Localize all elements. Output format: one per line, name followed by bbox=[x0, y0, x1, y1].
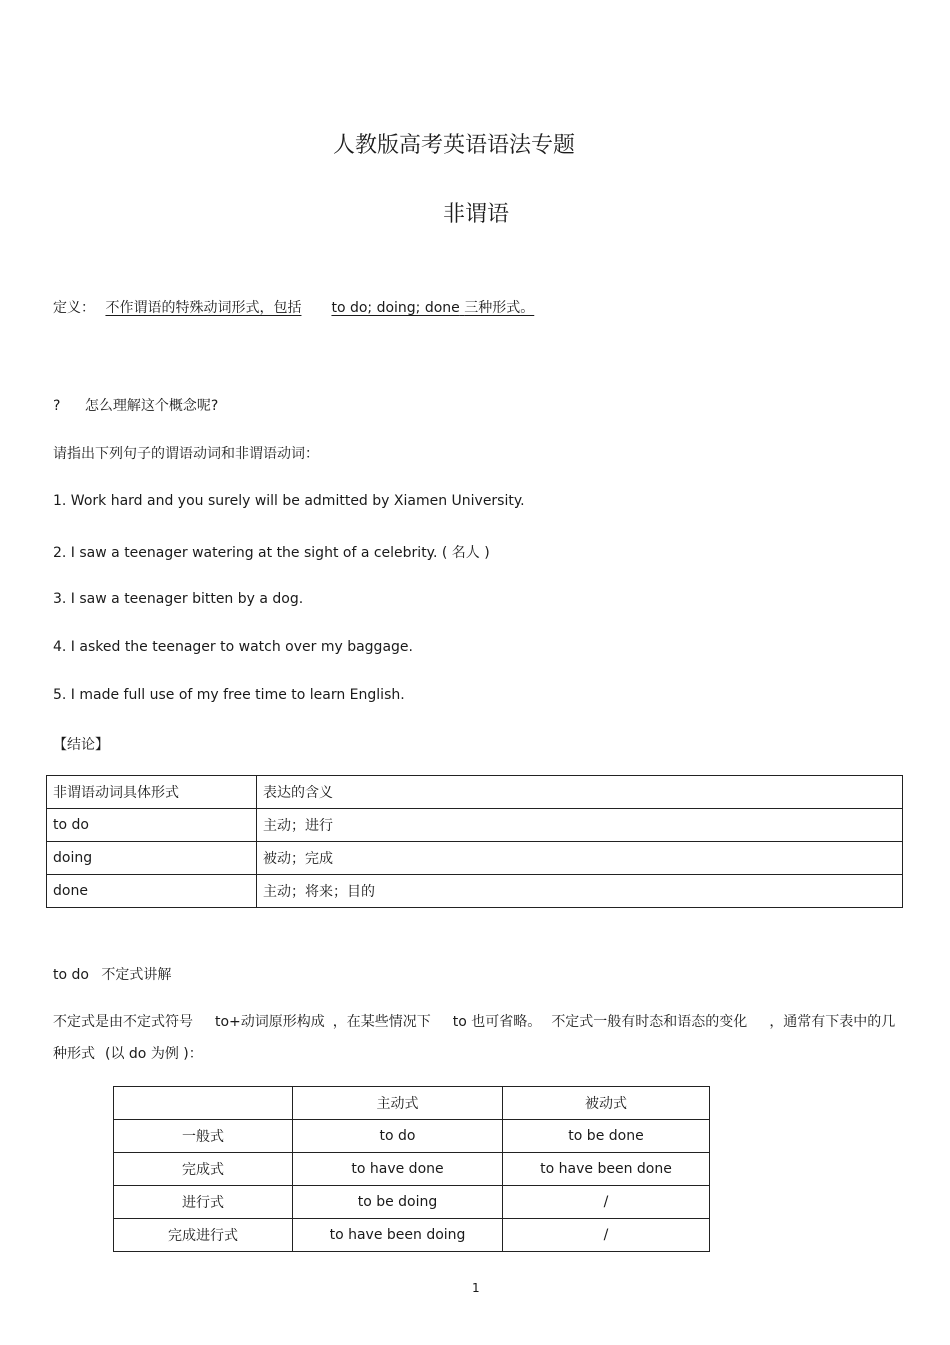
table-cell: to do bbox=[293, 1120, 503, 1153]
table-row bbox=[47, 809, 903, 842]
table-cell: to be doing bbox=[293, 1186, 503, 1219]
page-title: 人教版高考英语语法专题 bbox=[333, 133, 576, 158]
table-row bbox=[114, 1186, 710, 1219]
table-cell: / bbox=[503, 1186, 710, 1219]
table-cell: 被动；完成 bbox=[257, 842, 903, 875]
table-cell: 完成式 bbox=[114, 1153, 293, 1186]
table-cell: to have been doing bbox=[293, 1219, 503, 1252]
question-text: 怎么理解这个概念呢? bbox=[84, 398, 219, 414]
table-header-cell: 主动式 bbox=[293, 1087, 503, 1120]
table-cell: to have done bbox=[293, 1153, 503, 1186]
definition-line bbox=[53, 297, 548, 317]
definition-label: 定义： bbox=[53, 300, 95, 316]
definition-text: 不作谓语的特殊动词形式，包括 to do; doing; done 三种形式。 bbox=[105, 300, 535, 316]
sentence-item: 1. Work hard and you surely will be admitted by Xiamen University. bbox=[53, 493, 525, 509]
conclusion-table bbox=[46, 775, 903, 908]
question-mark: ? bbox=[53, 398, 61, 414]
table-row bbox=[114, 1219, 710, 1252]
table-cell: done bbox=[47, 875, 257, 908]
sentence-item: 3. I saw a teenager bitten by a dog. bbox=[53, 591, 304, 607]
table-cell: / bbox=[503, 1219, 710, 1252]
infinitive-heading: to do 不定式讲解 bbox=[53, 967, 172, 983]
table-header-cell: 表达的含义 bbox=[257, 776, 903, 809]
table-cell: 完成进行式 bbox=[114, 1219, 293, 1252]
table-header-cell: 被动式 bbox=[503, 1087, 710, 1120]
table-row bbox=[114, 1153, 710, 1186]
page-number: 1 bbox=[472, 1281, 480, 1295]
sentence-item: 4. I asked the teenager to watch over my baggage. bbox=[53, 639, 413, 655]
question-line bbox=[53, 395, 218, 415]
table-header-cell: 非谓语动词具体形式 bbox=[47, 776, 257, 809]
table-header-cell bbox=[114, 1087, 293, 1120]
table-cell: 主动；进行 bbox=[257, 809, 903, 842]
table-cell: doing bbox=[47, 842, 257, 875]
table-row bbox=[114, 1120, 710, 1153]
table-row bbox=[47, 842, 903, 875]
table-header-row bbox=[47, 776, 903, 809]
table-cell: 主动；将来；目的 bbox=[257, 875, 903, 908]
table-cell: to do bbox=[47, 809, 257, 842]
table-cell: 进行式 bbox=[114, 1186, 293, 1219]
table-row bbox=[47, 875, 903, 908]
sentence-item: 5. I made full use of my free time to learn English. bbox=[53, 687, 405, 703]
table-header-row bbox=[114, 1087, 710, 1120]
sentence-item: 2. I saw a teenager watering at the sight of a celebrity. ( 名人 ) bbox=[53, 545, 490, 561]
conclusion-label: 【结论】 bbox=[53, 737, 109, 753]
page-subtitle: 非谓语 bbox=[443, 202, 510, 227]
table-cell: to have been done bbox=[503, 1153, 710, 1186]
instruction-text: 请指出下列句子的谓语动词和非谓语动词： bbox=[53, 446, 319, 462]
infinitive-forms-table bbox=[113, 1086, 710, 1252]
table-cell: to be done bbox=[503, 1120, 710, 1153]
table-cell: 一般式 bbox=[114, 1120, 293, 1153]
infinitive-paragraph: 不定式是由不定式符号 to+动词原形构成 ，在某些情况下 to 也可省略。 不定式一般有时态和语态的变化 ，通常有下表中的几种形式 (以 do 为例 )： bbox=[53, 1014, 896, 1062]
